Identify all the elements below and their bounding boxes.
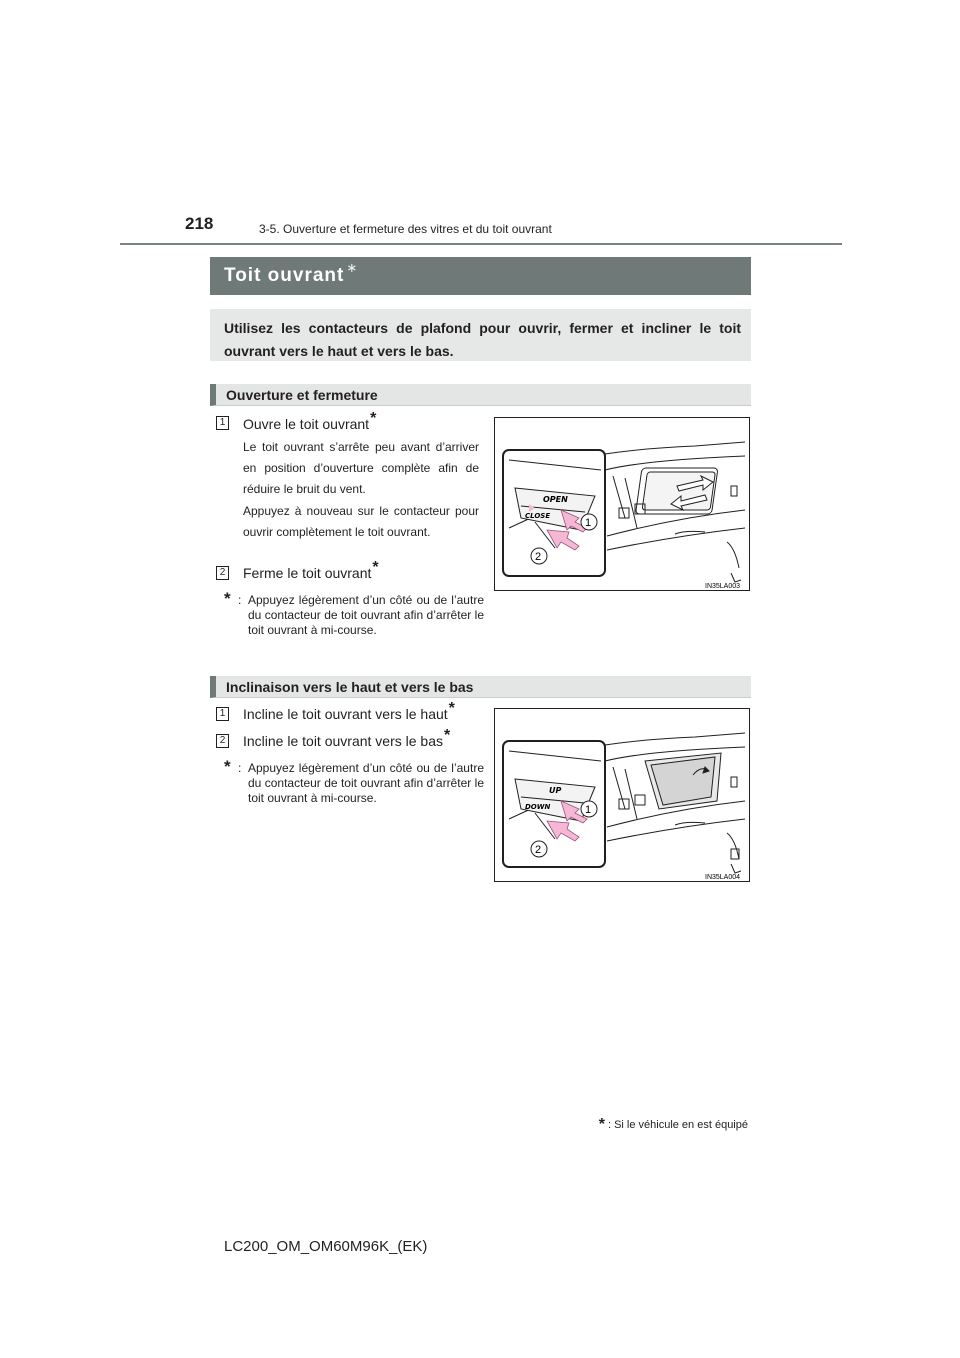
asterisk-mark: * [372,559,379,576]
section-heading-tilt: Inclinaison vers le haut et vers le bas [210,676,751,698]
step-tilt-up-text: Incline le toit ouvrant vers le haut [243,706,448,722]
step-tilt-up-label [243,700,455,724]
switch-label-top: UP [549,786,562,795]
step-number-badge: 1 [216,416,229,430]
callout-2: 2 [535,551,542,563]
asterisk-mark: * [444,727,451,744]
step-number-badge: 1 [216,707,229,721]
figure-code: IN35LA004 [705,874,741,881]
sunroof-switch-illustration [495,418,750,591]
note-stop-midway [224,757,484,806]
switch-label-top: OPEN [543,495,568,504]
section-header: 3-5. Ouverture et fermeture des vitres et du toit ouvrant [259,222,552,236]
note-stop-midway [224,589,484,638]
asterisk-mark: * [448,700,455,717]
asterisk-mark: * [224,757,231,776]
step-close-label [243,559,379,583]
step-number-badge: 2 [216,734,229,748]
note-text: Appuyez légèrement d’un côté ou de l’autre du contacteur de toit ouvrant afin d’arrêter le toit ouvrant à mi-course. [248,761,484,805]
figure-code: IN35LA003 [705,583,741,590]
note-colon: : [238,761,242,775]
page-number: 218 [185,214,214,233]
paragraph-wind-noise: Le toit ouvrant s’arrête peu avant d’arriver en position d’ouverture complète afin de réduire le bruit du vent. [243,440,479,496]
asterisk-mark: * [370,410,377,427]
step-open-text: Ouvre le toit ouvrant [243,416,370,432]
document-code-footer: LC200_OM_OM60M96K_(EK) [224,1238,428,1255]
callout-1: 1 [585,517,592,529]
figure-open-close-switch [494,417,750,591]
note-colon: : [238,593,242,607]
asterisk-mark: * [224,589,231,608]
step-open-label [243,410,377,434]
footnote-text: : Si le véhicule en est équipé [607,1119,748,1131]
header-rule [120,243,842,245]
figure-tilt-switch [494,708,750,882]
intro-box: Utilisez les contacteurs de plafond pour ouvrir, fermer et incliner le toit ouvrant vers le haut et vers le bas. [210,309,751,361]
asterisk-mark: * [598,1116,605,1133]
sunroof-tilt-illustration [495,709,750,882]
callout-1: 1 [585,804,592,816]
footnote-equipment [599,1116,748,1134]
step-close-text: Ferme le toit ouvrant [243,565,372,581]
section-heading-opening: Ouverture et fermeture [210,384,751,406]
step-tilt-down-label [243,727,451,751]
step-number-badge: 2 [216,566,229,580]
page-title [210,257,751,295]
step-tilt-down-text: Incline le toit ouvrant vers le bas [243,733,443,749]
page-title-text: Toit ouvrant [224,265,345,286]
callout-2: 2 [535,844,542,856]
switch-label-bottom: CLOSE [525,512,551,520]
paragraph-press-again: Appuyez à nouveau sur le contacteur pour ouvrir complètement le toit ouvrant. [243,504,479,539]
note-text: Appuyez légèrement d’un côté ou de l’autre du contacteur de toit ouvrant afin d’arrêter le toit ouvrant à mi-course. [248,593,484,637]
title-asterisk-mark: ∗ [346,260,359,275]
switch-label-bottom: DOWN [525,803,551,811]
